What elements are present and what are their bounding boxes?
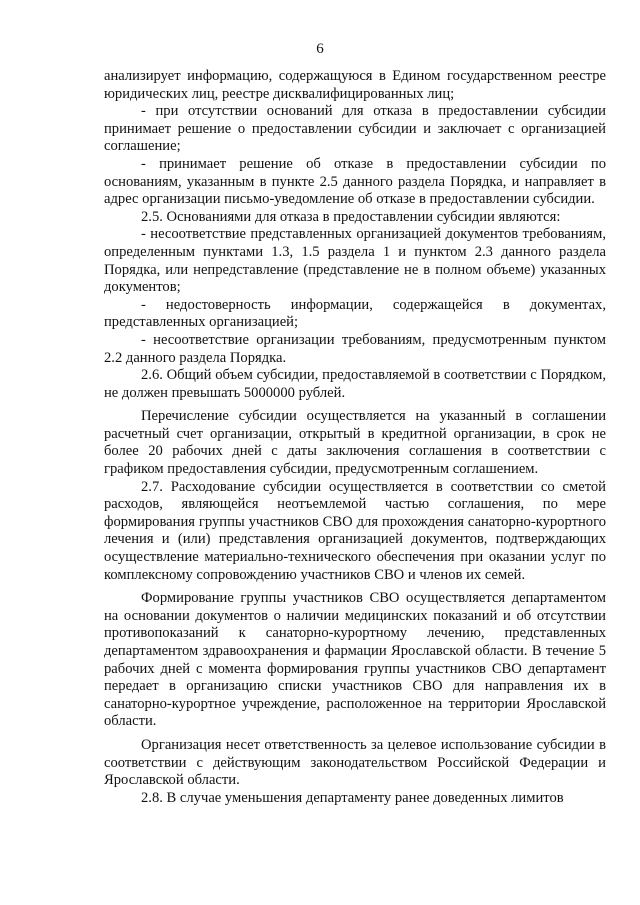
paragraph-analysis-continuation: анализирует информацию, содержащуюся в Едином государственном реестре юридических лиц, реестре дисквалифицированных лиц; (104, 68, 606, 102)
paragraph-2-5-heading: 2.5. Основаниями для отказа в предоставлении субсидии являются: (141, 208, 561, 225)
document-body (104, 68, 606, 807)
paragraph-2-6-total-amount: 2.6. Общий объем субсидии, предоставляемой в соответствии с Порядком, не должен превышать 5000000 рублей. (104, 367, 606, 401)
paragraph-transfer-terms: Перечисление субсидии осуществляется на указанный в соглашении расчетный счет организации, открытый в кредитной организации, в срок не более 20 рабочих дней с даты заключения соглашения в соответствии с графиком предоставления субсидии, предусмотренным соглашением. (104, 408, 606, 478)
page-number: 6 (316, 41, 324, 57)
paragraph-refusal-ground-requirements: - несоответствие организации требованиям, предусмотренным пунктом 2.2 данного раздела Порядка. (104, 331, 606, 366)
paragraph-decision-grant: - при отсутствии оснований для отказа в предоставлении субсидии принимает решение о предоставлении субсидии и заключает с организацией соглашение; (104, 103, 606, 155)
paragraph-2-7-spending: 2.7. Расходование субсидии осуществляется в соответствии со сметой расходов, являющейся неотъемлемой частью соглашения, по мере формирования группы участников СВО для прохождения санаторно-курортного лечения и (или) представления организацией документов, подтверждающих осуществление материально-технического обеспечения при оказании услуг по комплексному сопровождению участников СВО и членов их семей. (104, 478, 606, 583)
paragraph-2-8-limits: 2.8. В случае уменьшения департаменту ранее доведенных лимитов (141, 789, 564, 806)
paragraph-organization-responsibility: Организация несет ответственность за целевое использование субсидии в соответствии с действующим законодательством Российской Федерации и Ярославской области. (104, 736, 606, 789)
paragraph-decision-refusal: - принимает решение об отказе в предоставлении субсидии по основаниям, указанным в пункте 2.5 данного раздела Порядка, и направляет в адрес организации письмо-уведомление об отказе в предоставлении субсидии. (104, 155, 606, 208)
paragraph-refusal-ground-documents: - несоответствие представленных организацией документов требованиям, определенным пунктами 1.3, 1.5 раздела 1 и пунктом 2.3 данного раздела Порядка, или непредставление (представление не в полном объеме) указанных документов; (104, 226, 606, 296)
paragraph-group-formation: Формирование группы участников СВО осуществляется департаментом на основании документов о наличии медицинских показаний и об отсутствии противопоказаний к санаторно-курортному лечению, представленных департаментом здравоохранения и фармации Ярославской области. В течение 5 рабочих дней с момента формирования группы участников СВО департамент передает в организацию списки участников СВО для направления их в санаторно-курортное учреждение, расположенное на территории Ярославской области. (104, 590, 606, 730)
paragraph-refusal-ground-accuracy: - недостоверность информации, содержащейся в документах, представленных организацией; (104, 296, 606, 331)
